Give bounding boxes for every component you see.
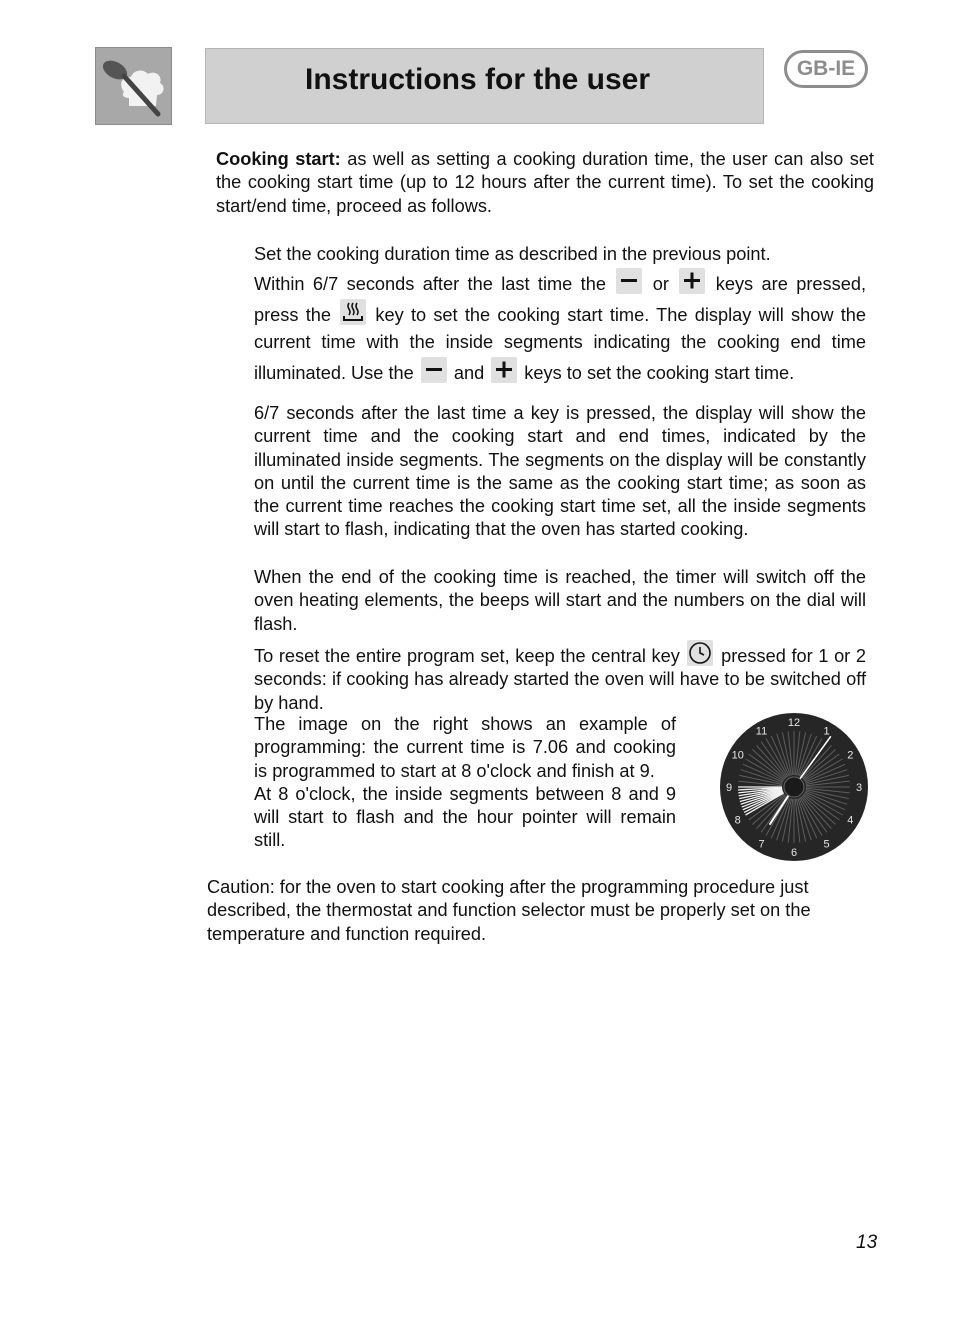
step-2-text-c: keys are pressed, press the <box>254 274 866 325</box>
minus-key-icon <box>616 268 642 294</box>
dial-number: 8 <box>734 814 741 827</box>
step-5-text-b: pressed for 1 or 2 seconds: if cooking has already started the oven will have to be switched off by hand. <box>254 646 866 713</box>
example-text-2: At 8 o'clock, the inside segments between 8 and 9 will start to flash and the hour pointer will remain still. <box>254 783 676 851</box>
clock-key-icon <box>687 640 713 666</box>
intro-paragraph <box>216 148 874 218</box>
timer-dial-illustration <box>718 711 870 863</box>
dial-number: 12 <box>787 717 801 729</box>
dial-center-key <box>784 777 804 797</box>
dial-number: 1 <box>823 725 830 738</box>
step-5 <box>254 640 866 715</box>
page-number: 13 <box>856 1232 878 1253</box>
example-text-1: The image on the right shows an example of programming: the current time is 7.06 and cooking is programmed to start at 8 o'clock and finish at 9. <box>254 714 676 781</box>
step-3 <box>254 402 866 542</box>
cooking-heat-key-icon <box>340 299 366 325</box>
intro-body: as well as setting a cooking duration time, the user can also set the cooking start time (up to 12 hours after the current time). To set the cooking start/end time, proceed as follows. <box>216 149 874 216</box>
step-4-text: When the end of the cooking time is reached, the timer will switch off the oven heating elements, the beeps will start and the numbers on the dial will flash. <box>254 567 866 634</box>
step-2-text-d: key to set the cooking start time. The display will show the current time with the inside segments indicating the cooking end time illuminated. Use the <box>254 304 866 383</box>
dial-number: 2 <box>847 749 854 762</box>
plus-key-icon <box>491 357 517 383</box>
header-bar <box>205 48 764 124</box>
dial-number: 3 <box>855 782 863 794</box>
step-5-text-a: To reset the entire program set, keep the central key <box>254 646 686 666</box>
step-2-text-b: or <box>644 274 678 294</box>
step-3-text: 6/7 seconds after the last time a key is pressed, the display will show the current time and the cooking start and end times, indicated by the illuminated inside segments. The segments on the display will be constantly on until the current time is the same as the cooking start time; as soon as the current time reaches the cooking start time set, all the inside segments will start to flash, indicating that the oven has started cooking. <box>254 403 866 540</box>
dial-number: 5 <box>823 838 830 851</box>
region-badge: GB-IE <box>784 50 868 88</box>
intro-heading: Cooking start: <box>216 149 341 169</box>
step-2-text-f: keys to set the cooking start time. <box>519 362 795 383</box>
dial-number: 4 <box>847 814 854 827</box>
caution-note: Caution: for the oven to start cooking after the programming procedure just described, the thermostat and function selector must be properly set on the temperature and function required. <box>207 877 811 944</box>
step-4 <box>254 566 866 636</box>
step-2-text-a: Within 6/7 seconds after the last time the <box>254 274 615 294</box>
dial-number: 7 <box>758 838 765 851</box>
step-2 <box>254 268 866 387</box>
step-1 <box>254 243 866 266</box>
dial-number: 11 <box>755 725 768 738</box>
example-text <box>254 713 676 853</box>
dial-number: 9 <box>725 782 733 794</box>
step-2-text-e: and <box>448 362 490 383</box>
dial-number: 6 <box>790 847 798 859</box>
dial-number: 10 <box>731 749 744 762</box>
page-title: Instructions for the user <box>305 63 651 96</box>
chef-hat-spoon-icon <box>95 47 172 125</box>
plus-key-icon <box>679 268 705 294</box>
minus-key-icon <box>421 357 447 383</box>
step-1-text: Set the cooking duration time as described in the previous point. <box>254 244 771 264</box>
